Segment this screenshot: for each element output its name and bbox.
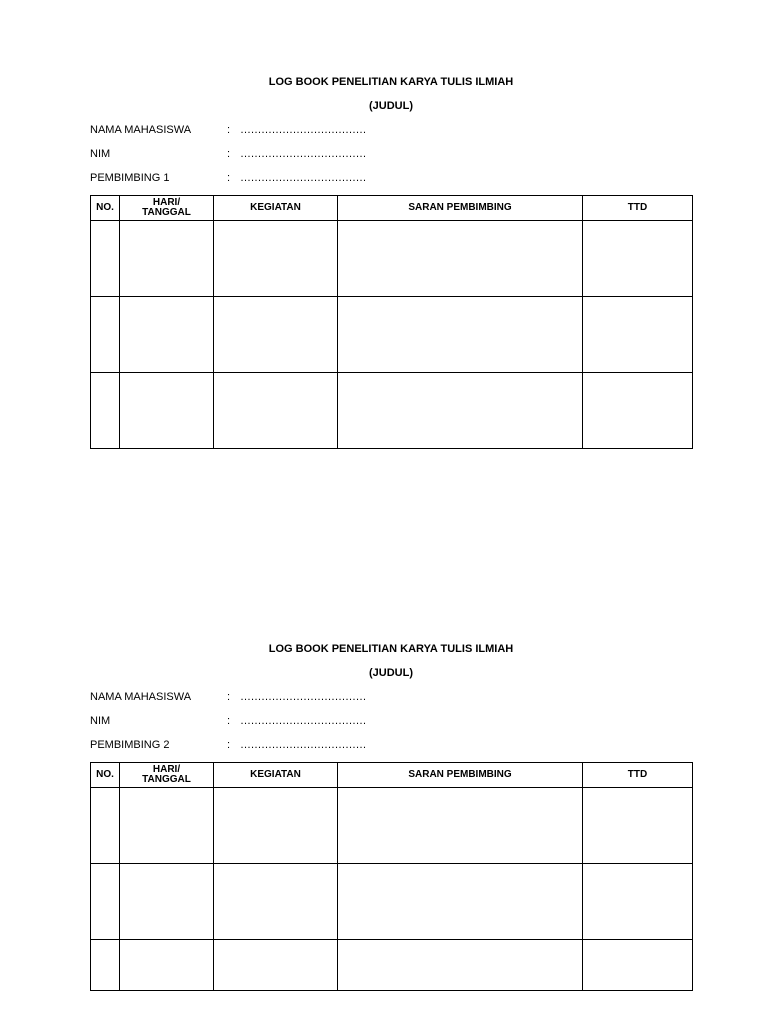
header-kegiatan: KEGIATAN (214, 196, 338, 221)
cell-no[interactable] (91, 373, 120, 449)
field-colon: : (227, 715, 231, 727)
field-row-pembimbing (90, 166, 692, 190)
field-colon: : (227, 172, 231, 184)
header-tanggal: TANGGAL (142, 207, 191, 218)
field-value-pembimbing[interactable]: ……………………………… (240, 739, 366, 751)
field-value-nim[interactable]: ……………………………… (240, 715, 366, 727)
field-label-nim: NIM (90, 148, 111, 160)
header-hari: HARI/ (152, 197, 181, 208)
table-header-row (91, 763, 693, 788)
header-tanggal: TANGGAL (142, 774, 191, 785)
field-value-nim[interactable]: ……………………………… (240, 148, 366, 160)
cell-saran-pembimbing[interactable] (338, 373, 583, 449)
field-row-nama (90, 685, 692, 709)
table-row (91, 297, 693, 373)
cell-hari-tanggal[interactable] (120, 297, 214, 373)
cell-hari-tanggal[interactable] (120, 221, 214, 297)
cell-ttd[interactable] (583, 940, 693, 991)
cell-hari-tanggal[interactable] (120, 788, 214, 864)
cell-kegiatan[interactable] (214, 864, 338, 940)
field-label-pembimbing: PEMBIMBING 2 (90, 739, 170, 751)
cell-saran-pembimbing[interactable] (338, 864, 583, 940)
logbook-form-1 (90, 70, 692, 218)
field-row-nim (90, 709, 692, 733)
cell-ttd[interactable] (583, 788, 693, 864)
cell-kegiatan[interactable] (214, 221, 338, 297)
cell-no[interactable] (91, 297, 120, 373)
cell-no[interactable] (91, 940, 120, 991)
logbook-table (90, 762, 693, 991)
table-row (91, 864, 693, 940)
field-label-pembimbing: PEMBIMBING 1 (90, 172, 170, 184)
field-row-nama (90, 118, 692, 142)
header-ttd: TTD (583, 196, 693, 221)
cell-kegiatan[interactable] (214, 373, 338, 449)
field-value-nama[interactable]: ……………………………… (240, 691, 366, 703)
logbook-table (90, 195, 693, 449)
header-hari-tanggal (120, 763, 214, 788)
cell-ttd[interactable] (583, 864, 693, 940)
document-title: LOG BOOK PENELITIAN KARYA TULIS ILMIAH (268, 643, 514, 655)
header-no: NO. (91, 196, 120, 221)
field-row-nim (90, 142, 692, 166)
table-row (91, 788, 693, 864)
field-colon: : (227, 691, 231, 703)
table-header-row (91, 196, 693, 221)
field-colon: : (227, 148, 231, 160)
field-colon: : (227, 739, 231, 751)
cell-no[interactable] (91, 864, 120, 940)
cell-ttd[interactable] (583, 221, 693, 297)
field-value-nama[interactable]: ……………………………… (240, 124, 366, 136)
cell-ttd[interactable] (583, 373, 693, 449)
cell-saran-pembimbing[interactable] (338, 297, 583, 373)
table-row (91, 940, 693, 991)
cell-saran-pembimbing[interactable] (338, 940, 583, 991)
cell-saran-pembimbing[interactable] (338, 221, 583, 297)
cell-hari-tanggal[interactable] (120, 864, 214, 940)
field-row-pembimbing (90, 733, 692, 757)
field-label-nama: NAMA MAHASISWA (90, 124, 192, 136)
table-row (91, 221, 693, 297)
header-hari-tanggal (120, 196, 214, 221)
cell-ttd[interactable] (583, 297, 693, 373)
cell-hari-tanggal[interactable] (120, 940, 214, 991)
cell-kegiatan[interactable] (214, 788, 338, 864)
cell-no[interactable] (91, 788, 120, 864)
field-label-nim: NIM (90, 715, 111, 727)
field-colon: : (227, 124, 231, 136)
field-label-nama: NAMA MAHASISWA (90, 691, 192, 703)
field-value-pembimbing[interactable]: ……………………………… (240, 172, 366, 184)
document-title: LOG BOOK PENELITIAN KARYA TULIS ILMIAH (268, 76, 514, 88)
header-no: NO. (91, 763, 120, 788)
cell-hari-tanggal[interactable] (120, 373, 214, 449)
header-kegiatan: KEGIATAN (214, 763, 338, 788)
table-row (91, 373, 693, 449)
cell-saran-pembimbing[interactable] (338, 788, 583, 864)
header-saran-pembimbing: SARAN PEMBIMBING (338, 196, 583, 221)
cell-kegiatan[interactable] (214, 297, 338, 373)
logbook-form-2 (90, 637, 692, 785)
document-subtitle: (JUDUL) (369, 667, 413, 679)
document-subtitle: (JUDUL) (369, 100, 413, 112)
cell-kegiatan[interactable] (214, 940, 338, 991)
header-hari: HARI/ (152, 764, 181, 775)
header-saran-pembimbing: SARAN PEMBIMBING (338, 763, 583, 788)
header-ttd: TTD (583, 763, 693, 788)
cell-no[interactable] (91, 221, 120, 297)
